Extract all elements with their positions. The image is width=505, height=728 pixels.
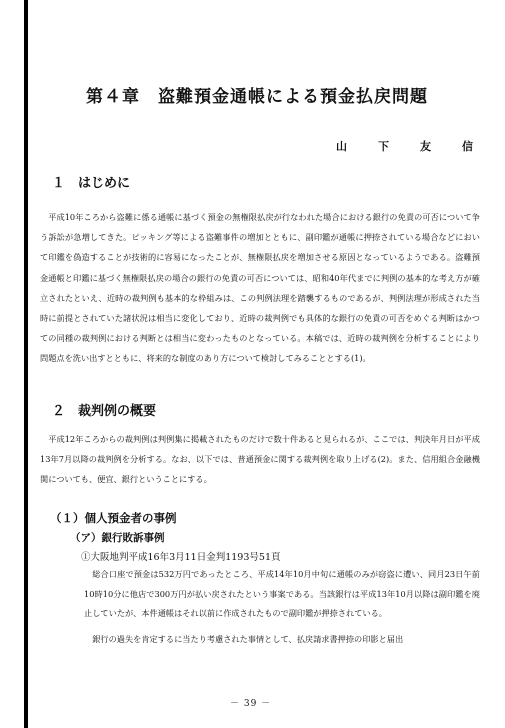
subsubsection-heading-bank-losses: （ア）銀行敗訴事例 xyxy=(70,532,165,544)
case-citation: ①大阪地判平成16年3月11日金判1193号51頁 xyxy=(81,552,281,563)
page-binding-edge xyxy=(24,0,28,728)
page-number: － 39 － xyxy=(230,699,272,709)
document-page xyxy=(40,0,483,728)
subsection-heading-individual-depositors: （１）個人預金者の事例 xyxy=(50,511,177,525)
case-continuation-paragraph: 銀行の過失を肯定するに当たり考慮された事情として、払戻請求書押捺の印影と届出 xyxy=(92,634,404,644)
case-overview-paragraph: 平成12年ころからの裁判例は判例集に掲載されたものだけで数十件あると見られるが、ここでは、判決年月日が平成13年7月以降の裁判例を分析する。なお、以下では、普通預金に関する裁判例を取り上げる(2)。また、信用組合金融機関についても、便宜、銀行ということにする。 xyxy=(40,434,480,484)
case-paragraph: 総合口座で預金は532万円であったところ、平成14年10月中旬に通帳のみが窃盗に遭い、同月23日午前10時10分に他店で300万円が払い戻されたという事案である。当該銀行は平成13年10月以降は副印鑑を廃止していたが、本件通帳はそれ以前に作成されたもので副印鑑が押捺されている。 xyxy=(84,569,480,618)
chapter-title: 第４章 盗難預金通帳による預金払戻問題 xyxy=(86,87,428,107)
section-heading-case-overview: ２ 裁判例の概要 xyxy=(52,404,157,419)
introduction-paragraph: 平成10年ころから盗難に係る通帳に基づく預金の無権限払戻が行なわれた場合における銀行の免責の可否について争う訴訟が急増してきた。ピッキング等による盗難事件の増加とともに、副印鑑が通帳に押捺されている場合などにおいて印鑑を偽造することが技術的に容易になったことが、無権限払戻を増加させる原因となっているようである。盗難預金通帳と印鑑に基づく無権限払戻の場合の銀行の免責の可否については、昭和40年代までに判例の基本的な考え方が確立されたといえ、近時の裁判例も基本的な枠組みは、この判例法理を踏襲するものであるが、判例法理が形成された当時に前提とされていた諸状況は相当に変化しており、近時の裁判例でも具体的な銀行の免責の可否をめぐる判断はかつての同種の裁判例における判断とは相当に変わったものとなっている。本稿では、近時の裁判例を分析することにより問題点を洗い出すとともに、将来的な制度のあり方について検討してみることとする(1)。 xyxy=(40,212,480,364)
author-name: 山 下 友 信 xyxy=(336,140,483,153)
section-heading-introduction: １ はじめに xyxy=(52,176,131,191)
